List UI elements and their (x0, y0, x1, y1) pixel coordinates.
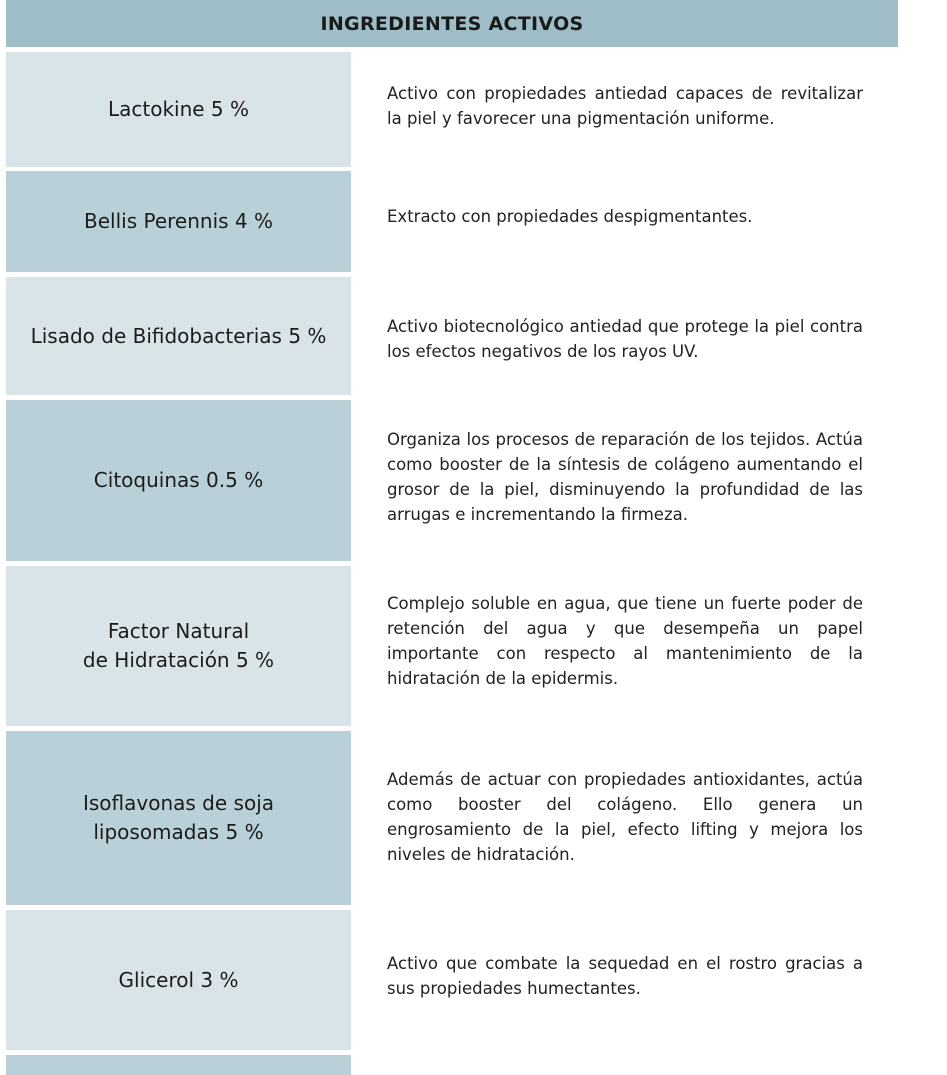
table-title: INGREDIENTES ACTIVOS (320, 12, 584, 35)
ingredient-name-cell (6, 52, 351, 167)
ingredient-name: Citoquinas 0.5 % (93, 468, 264, 492)
ingredient-row (6, 52, 946, 167)
ingredient-name: Factor Natural de Hidratación 5 % (82, 619, 275, 672)
ingredient-name: Glicerol 3 % (118, 967, 239, 992)
ingredient-row (6, 171, 946, 272)
ingredient-row (6, 910, 946, 1050)
ingredient-name: Lisado de Bifidobacterias 5 % (30, 323, 327, 348)
ingredient-description: Complejo soluble en agua, que tiene un fuerte poder de retención del agua y que desempeña un papel importante con respecto al mantenimiento de la hidratación de la epidermis. (387, 594, 863, 688)
ingredient-name: Lactokine 5 % (107, 97, 250, 121)
ingredient-description: Extracto con propiedades despigmentantes. (387, 207, 753, 226)
ingredient-name: Isoflavonas de soja liposomadas 5 % (82, 791, 274, 844)
ingredient-description: Activo que combate la sequedad en el rostro gracias a sus propiedades humectantes. (387, 954, 863, 998)
ingredient-name-cell (6, 400, 351, 561)
ingredient-row (6, 566, 946, 726)
ingredient-row (6, 400, 946, 561)
ingredient-description: Además de actuar con propiedades antioxidantes, actúa como booster del colágeno. Ello genera un engrosamiento de la piel, efecto lifting y mejora los niveles de hidratación. (387, 770, 863, 864)
ingredient-name-cell (6, 277, 351, 395)
ingredient-name-cell (6, 731, 351, 905)
ingredient-name-cell (6, 1055, 351, 1075)
ingredient-name-cell (6, 171, 351, 272)
ingredient-row (6, 277, 946, 395)
ingredient-name: Bellis Perennis 4 % (84, 209, 273, 233)
ingredient-row-partial (6, 1055, 946, 1075)
ingredient-row (6, 731, 946, 905)
ingredient-description: Activo biotecnológico antiedad que protege la piel contra los efectos negativos de los rayos UV. (387, 317, 863, 361)
table-header (6, 0, 898, 47)
ingredient-description: Organiza los procesos de reparación de los tejidos. Actúa como booster de la síntesis de colágeno aumentando el grosor de la piel, disminuyendo la profundidad de las arrugas e incrementando la firmeza. (387, 430, 863, 524)
ingredient-name-cell (6, 566, 351, 726)
ingredient-description: Activo con propiedades antiedad capaces de revitalizar la piel y favorecer una pigmentación uniforme. (387, 84, 863, 128)
ingredient-name-cell (6, 910, 351, 1050)
